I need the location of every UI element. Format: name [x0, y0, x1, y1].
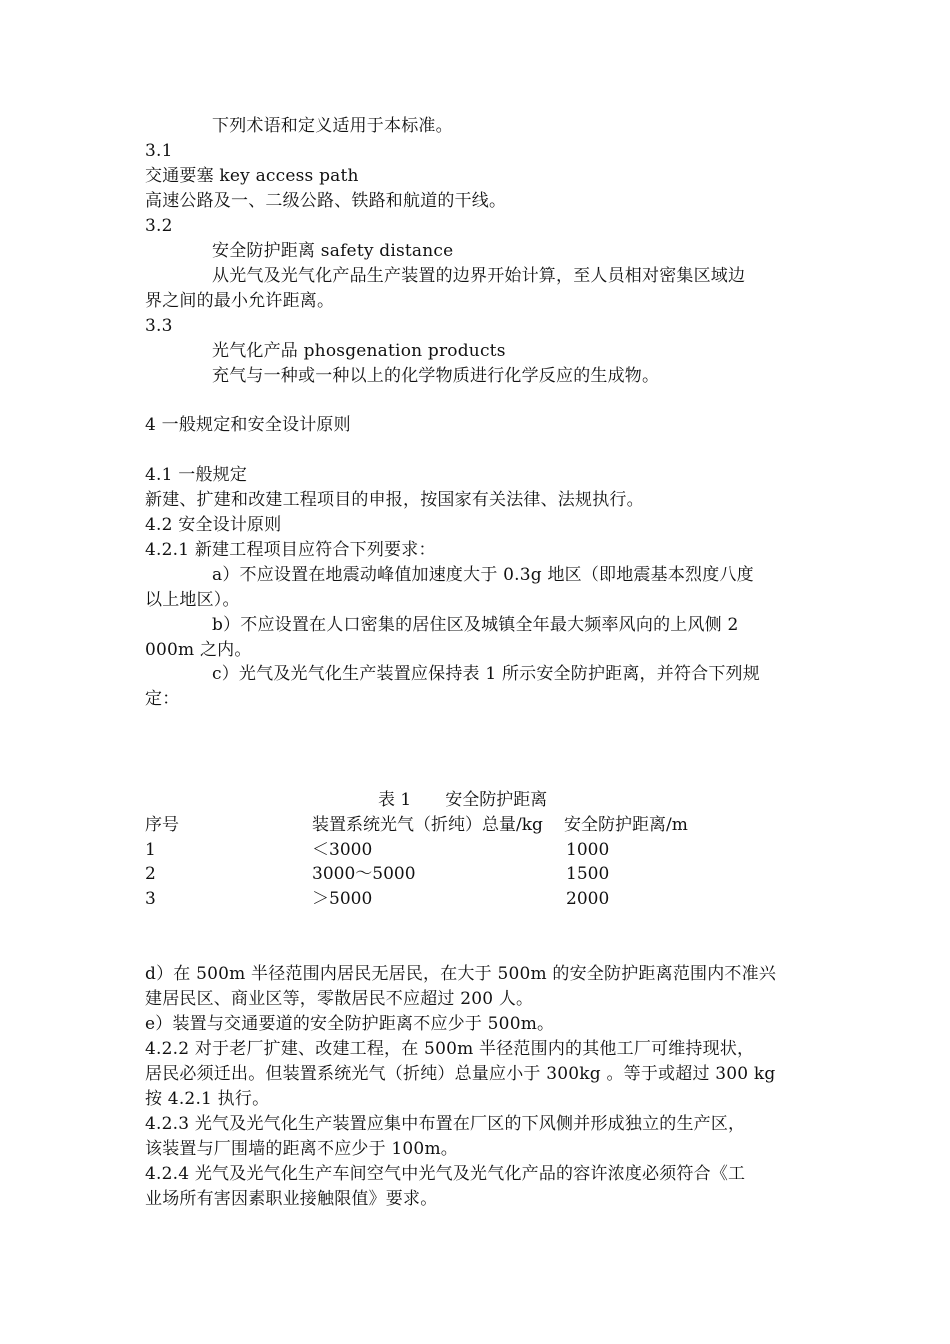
table-cell-index: 1 — [145, 840, 156, 860]
clause-line: 4.2.2 对于老厂扩建、改建工程，在 500m 半径范围内的其他工厂可维持现状， — [145, 1039, 755, 1059]
list-item-line: c）光气及光气化生产装置应保持表 1 所示安全防护距离，并符合下列规 — [212, 664, 760, 684]
table-cell-quantity: 3000～5000 — [312, 864, 416, 884]
list-item-line: 000m 之内。 — [145, 640, 252, 660]
definition-line: 充气与一种或一种以上的化学物质进行化学反应的生成物。 — [212, 366, 660, 386]
table-header-index: 序号 — [145, 815, 179, 835]
clause-line: 4.2.3 光气及光气化生产装置应集中布置在厂区的下风侧并形成独立的生产区， — [145, 1114, 746, 1134]
paragraph-line: 新建、扩建和改建工程项目的申报，按国家有关法律、法规执行。 — [145, 490, 644, 510]
list-item-line: b）不应设置在人口密集的居住区及城镇全年最大频率风向的上风侧 2 — [212, 615, 739, 635]
paragraph-line: 下列术语和定义适用于本标准。 — [212, 116, 453, 136]
section-heading: 4.1 一般规定 — [145, 465, 248, 485]
table-header-quantity: 装置系统光气（折纯）总量/kg — [312, 815, 543, 835]
term-heading: 交通要塞 key access path — [145, 166, 359, 186]
table-caption: 表 1 安全防护距离 — [378, 790, 548, 810]
definition-line: 界之间的最小允许距离。 — [145, 291, 335, 311]
table-cell-distance: 1000 — [566, 840, 610, 860]
table-cell-index: 3 — [145, 889, 156, 909]
clause-line: 居民必须迁出。但装置系统光气（折纯）总量应小于 300kg 。等于或超过 300 kg — [145, 1064, 776, 1084]
section-heading: 4.2 安全设计原则 — [145, 515, 282, 535]
clause-line: 4.2.4 光气及光气化生产车间空气中光气及光气化产品的容许浓度必须符合《工 — [145, 1164, 746, 1184]
table-cell-distance: 1500 — [566, 864, 610, 884]
list-item-line: d）在 500m 半径范围内居民无居民，在大于 500m 的安全防护距离范围内不准兴 — [145, 964, 777, 984]
table-cell-quantity: ＜3000 — [312, 840, 373, 860]
clause-line: 按 4.2.1 执行。 — [145, 1089, 270, 1109]
table-cell-quantity: ＞5000 — [312, 889, 373, 909]
clause-line: 4.2.1 新建工程项目应符合下列要求： — [145, 540, 436, 560]
clause-line: 业场所有害因素职业接触限值》要求。 — [145, 1189, 438, 1209]
definition-line: 从光气及光气化产品生产装置的边界开始计算，至人员相对密集区域边 — [212, 266, 746, 286]
list-item-line: e）装置与交通要道的安全防护距离不应少于 500m。 — [145, 1014, 555, 1034]
section-number: 3.3 — [145, 316, 173, 336]
term-heading: 光气化产品 phosgenation products — [212, 341, 506, 361]
definition-line: 高速公路及一、二级公路、铁路和航道的干线。 — [145, 191, 507, 211]
section-number: 3.2 — [145, 216, 173, 236]
list-item-line: a）不应设置在地震动峰值加速度大于 0.3g 地区（即地震基本烈度八度 — [212, 565, 754, 585]
section-number: 3.1 — [145, 141, 173, 161]
clause-line: 该装置与厂围墙的距离不应少于 100m。 — [145, 1139, 458, 1159]
list-item-line: 以上地区）。 — [145, 590, 240, 610]
term-heading: 安全防护距离 safety distance — [212, 241, 454, 261]
list-item-line: 定： — [145, 689, 180, 709]
chapter-heading: 4 一般规定和安全设计原则 — [145, 415, 351, 435]
table-cell-index: 2 — [145, 864, 156, 884]
list-item-line: 建居民区、商业区等，零散居民不应超过 200 人。 — [145, 989, 534, 1009]
table-header-distance: 安全防护距离/m — [564, 815, 688, 835]
table-cell-distance: 2000 — [566, 889, 610, 909]
